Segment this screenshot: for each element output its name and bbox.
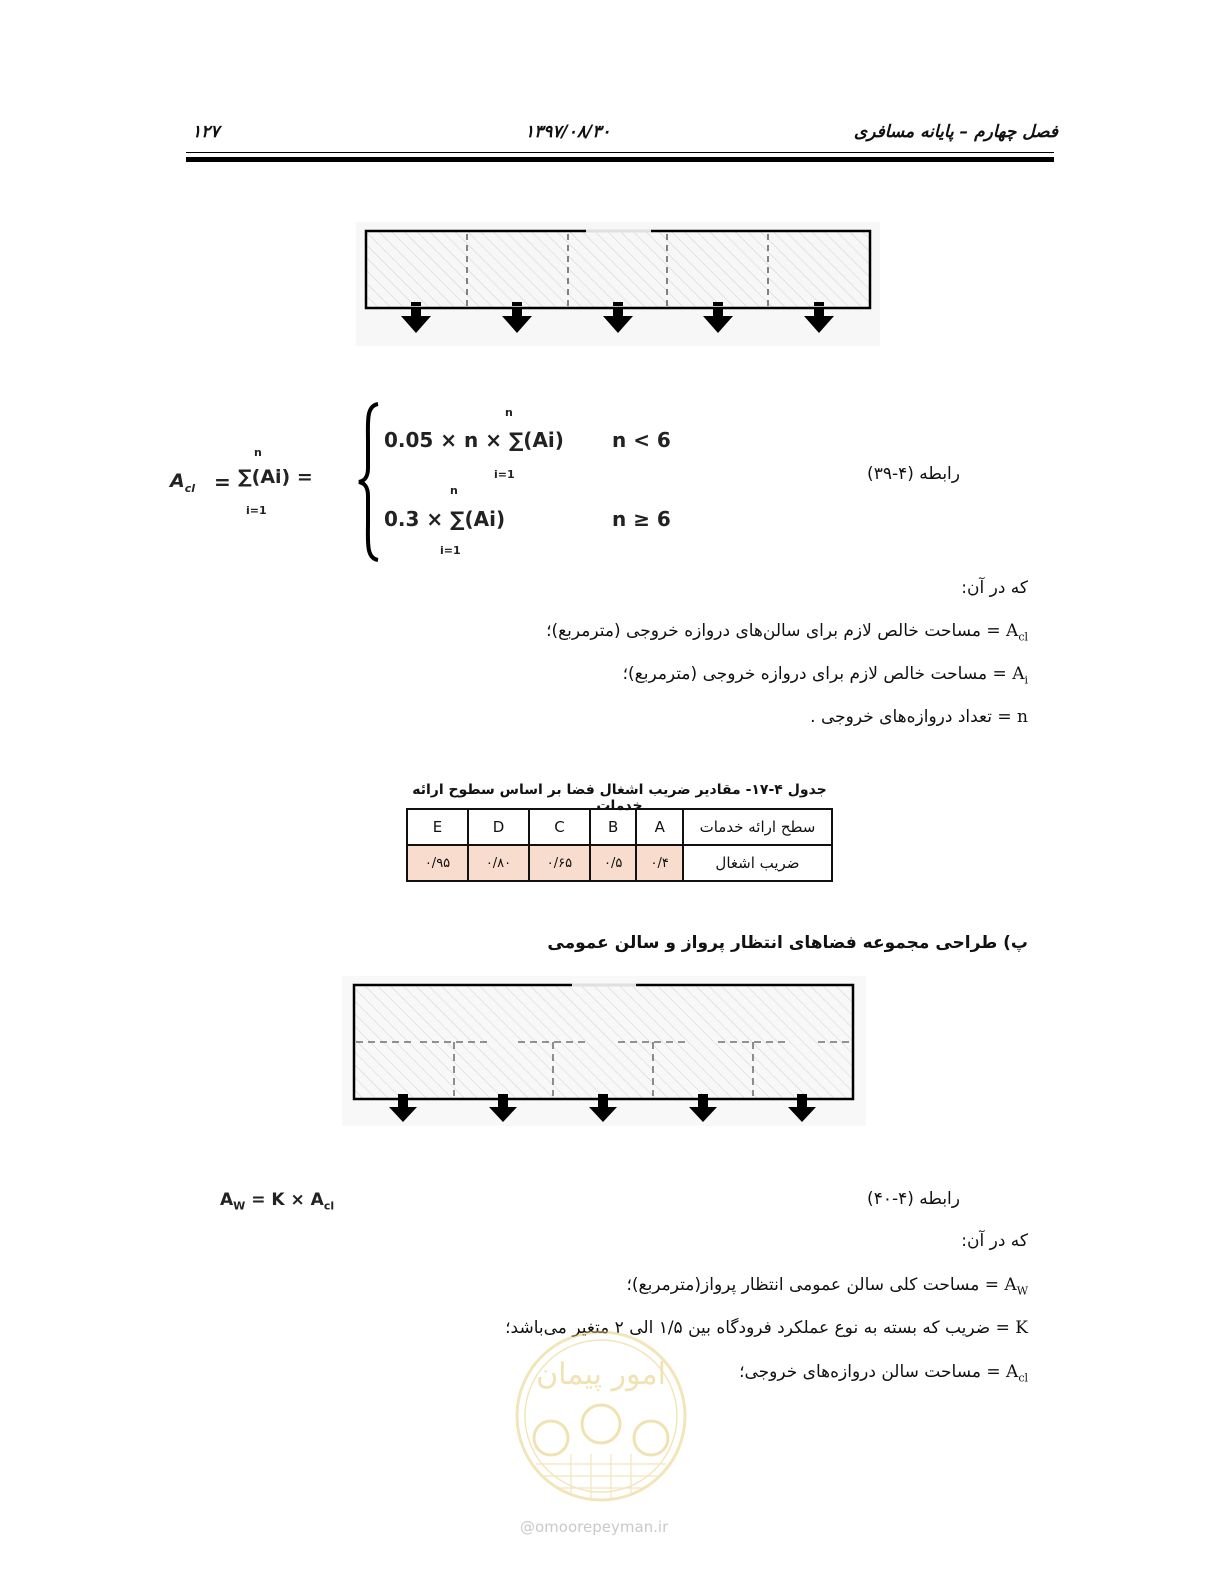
definition-row: $A_{cl}$ = مساحت سالن دروازه‌های خروجی؛	[739, 1362, 1028, 1385]
eq39-case2-lower: i=1	[440, 544, 461, 557]
def-symbol: $A_i$	[1012, 664, 1028, 687]
gate-hall-diagram-2	[342, 976, 866, 1126]
watermark-logo-icon	[506, 1326, 696, 1506]
page-number: ۱۲۷	[192, 122, 220, 142]
eq40-formula: $A_W = K \times A_{cl}$	[220, 1190, 335, 1213]
table-cell: D	[468, 809, 529, 845]
def-symbol: K	[1015, 1318, 1028, 1338]
eq39-brace	[356, 402, 382, 562]
table-row-header: ضریب اشغال	[683, 845, 832, 881]
eq39-case1-cond: n < 6	[612, 428, 671, 452]
table-cell: B	[590, 809, 637, 845]
where-intro-1: که در آن:	[961, 578, 1028, 598]
definition-row: $A_i$ = مساحت خالص لازم برای دروازه خروجی (مترمربع)؛	[622, 664, 1028, 687]
eq39-sum-term: ∑(Ai) =	[238, 466, 313, 488]
table-cell: ۰/۹۵	[407, 845, 468, 881]
table-cell: A	[636, 809, 683, 845]
definition-row: K = ضریب که بسته به نوع عملکرد فرودگاه بین ۱/۵ الی ۲ متغیر می‌باشد؛	[505, 1318, 1028, 1338]
table-cell: C	[529, 809, 590, 845]
header-rule-thin	[186, 152, 1054, 153]
table-cell: ۰/۸۰	[468, 845, 529, 881]
eq39-sum-upper: n	[254, 446, 262, 459]
where-intro-2: که در آن:	[961, 1231, 1028, 1251]
table-caption: جدول ۴-۱۷- مقادیر ضریب اشغال فضا بر اساس سطوح ارائه خدمات	[412, 782, 827, 814]
header-rule-thick	[186, 157, 1054, 162]
table-row	[407, 845, 832, 881]
def-symbol: n	[1017, 707, 1028, 727]
eq39-lhs: $A_{cl}$	[170, 470, 196, 495]
def-symbol: $A_{cl}$	[1006, 621, 1028, 644]
watermark-url: @omoorepeyman.ir	[520, 1518, 669, 1536]
table-cell: ۰/۴	[636, 845, 683, 881]
eq39-case2-cond: n ≥ 6	[612, 507, 671, 531]
header-date: ۱۳۹۷/۰۸/۳۰	[525, 122, 611, 142]
def-symbol: $A_{cl}$	[1006, 1362, 1028, 1385]
eq39-sum-lower: i=1	[246, 504, 267, 517]
occupancy-table	[406, 808, 833, 882]
table-row	[407, 809, 832, 845]
table-cell: ۰/۶۵	[529, 845, 590, 881]
eq39-case2-upper: n	[450, 484, 458, 497]
eq39-equals: =	[214, 470, 231, 494]
gate-hall-diagram-1	[356, 222, 880, 346]
eq39-case2-expr: 0.3 × ∑(Ai)	[384, 507, 506, 531]
eq40-label: رابطه (۴-۴۰)	[867, 1189, 960, 1209]
table-cell: ۰/۵	[590, 845, 637, 881]
table-row-header: سطح ارائه خدمات	[683, 809, 832, 845]
eq39-label: رابطه (۴-۳۹)	[867, 464, 960, 484]
table-cell: E	[407, 809, 468, 845]
definition-row: $A_W$ = مساحت کلی سالن عمومی انتظار پرواز(مترمربع)؛	[626, 1275, 1028, 1298]
section-title: پ) طراحی مجموعه فضاهای انتظار پرواز و سالن عمومی	[547, 933, 1028, 953]
chapter-title: فصل چهارم – پایانه مسافری	[853, 122, 1058, 142]
def-symbol: $A_W$	[1004, 1275, 1028, 1298]
watermark-logo-text: امور پیمان	[536, 1357, 666, 1392]
eq39-case1-upper: n	[505, 406, 513, 419]
eq39-case1-expr: 0.05 × n × ∑(Ai)	[384, 428, 564, 452]
eq39-case1-lower: i=1	[494, 468, 515, 481]
definition-row: n = تعداد دروازه‌های خروجی .	[810, 707, 1028, 727]
definition-row: $A_{cl}$ = مساحت خالص لازم برای سالن‌های دروازه خروجی (مترمربع)؛	[546, 621, 1028, 644]
